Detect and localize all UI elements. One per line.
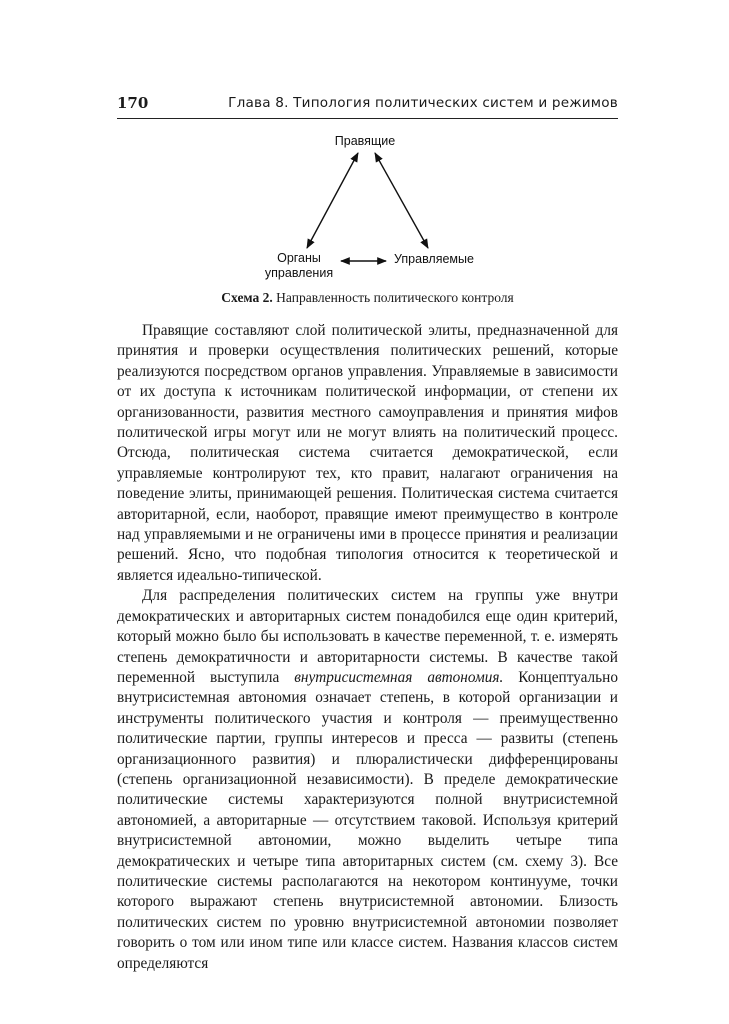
node-governing-bodies (258, 251, 340, 281)
arrow-top-left (307, 153, 358, 248)
figure-caption (117, 290, 618, 306)
arrow-top-right (375, 153, 428, 248)
caption-text: Направленность политического контроля (276, 290, 514, 305)
paragraph-2 (117, 586, 618, 974)
node-governing-line2: управления (264, 266, 334, 280)
paragraph-2-part1: Для распределения политических систем на группы уже внутри демократических и авторитарных систем понадобился еще один критерий, который можно было бы использовать в качестве переменной, т. е. измерять степень демократичности и авторитарности системы. В качестве такой переменной выступила (117, 587, 618, 686)
caption-label: Схема 2. (221, 290, 273, 305)
running-header (117, 94, 618, 119)
node-governed (388, 252, 480, 267)
node-governing-line1: Органы (277, 251, 321, 265)
node-governed-label: Управляемые (394, 252, 474, 266)
page-number: 170 (117, 94, 149, 112)
paragraph-2-emphasis: внутрисистемная автономия. (294, 668, 504, 686)
paragraph-2-part2: Концептуально внутрисистемная автономия означает степень, в которой организации и инструменты политического участия и контроля — преимущественно политические партии, группы интересов и пресса — развиты (степень организационного развития) и плюралистически дифференцированы (степень организационной независимости). В пределе демократические политические системы характеризуются полной внутрисистемной автономией, а авторитарные — отсутствием таковой. Используя критерий внутрисистемной автономии, можно выделить четыре типа демократических и четыре типа авторитарных систем (см. схему 3). Все политические системы располагаются на некотором континууме, точки которого выражают степень внутрисистемной автономии. Близость политических систем по уровню внутрисистемной автономии позволяет говорить о том или ином типе или классе систем. Названия классов систем определяются (117, 668, 618, 972)
body-text (117, 321, 618, 974)
control-diagram (240, 130, 500, 280)
paragraph-1: Правящие составляют слой политической элиты, предназначенной для принятия и проверки осуществления политических решений, которые реализуются посредством органов управления. Управляемые в зависимости от их доступа к источникам политической информации, от степени их организованности, развития местного самоуправления и принятия мифов политической игры могут или не могут влиять на политический процесс. Отсюда, политическая система считается демократической, если управляемые контролируют тех, кто правит, налагают ограничения на поведение элиты, принимающей решения. Политическая система считается авторитарной, если, наоборот, правящие имеют преимущество в контроле над управляемыми и не ограничены ими в процессе принятия и реализации решений. Ясно, что подобная типология относится к теоретической и является идеально-типической. (117, 322, 618, 584)
node-rulers-label: Правящие (334, 134, 396, 148)
node-rulers (330, 134, 400, 149)
chapter-title: Глава 8. Типология политических систем и режимов (228, 95, 618, 111)
